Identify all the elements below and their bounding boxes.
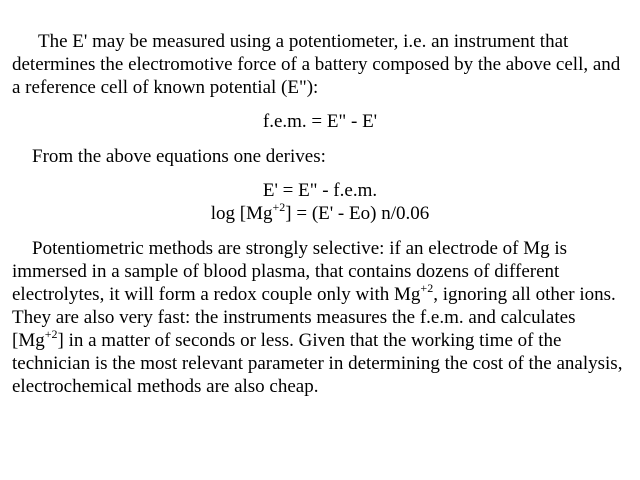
equation-log-mg xyxy=(12,199,628,225)
paragraph-3-part-3: ] in a matter of seconds or less. Given that the working time of the technician is the most relevant parameter in determining the cost of the analysis, electrochemical methods are also cheap. xyxy=(12,330,623,397)
paragraph-derivation-intro: From the above equations one derives: xyxy=(32,146,326,167)
equation-log-superscript: +2 xyxy=(272,199,286,214)
paragraph-3-superscript-1: +2 xyxy=(420,280,434,295)
paragraph-3-superscript-2: +2 xyxy=(44,326,58,341)
paragraph-potentiometer: The E' may be measured using a potentiometer, i.e. an instrument that determines the electromotive force of a battery composed by the above cell, and a reference cell of known potential (E"): xyxy=(12,31,621,98)
equation-log-suffix: ] = (E' - Eo) n/0.06 xyxy=(285,203,430,224)
equation-e-prime: E' = E" - f.e.m. xyxy=(262,180,378,201)
equation-fem: f.e.m. = E" - E' xyxy=(262,111,378,132)
paragraph-3-part-1: Potentiometric methods are strongly selective: if an electrode of Mg is immersed in a sample of blood plasma, that contains dozens of different electrolytes, it will form a redox couple only with Mg xyxy=(12,238,568,305)
document-body xyxy=(12,30,628,398)
paragraph-potentiometric-methods xyxy=(12,237,628,398)
equation-block xyxy=(12,179,628,225)
equation-log-prefix: log [Mg xyxy=(210,203,273,224)
paragraph-3-part-2: , ignoring all other ions. They are also very fast: the instruments measures the f.e.m. and calculates [Mg xyxy=(12,284,616,351)
